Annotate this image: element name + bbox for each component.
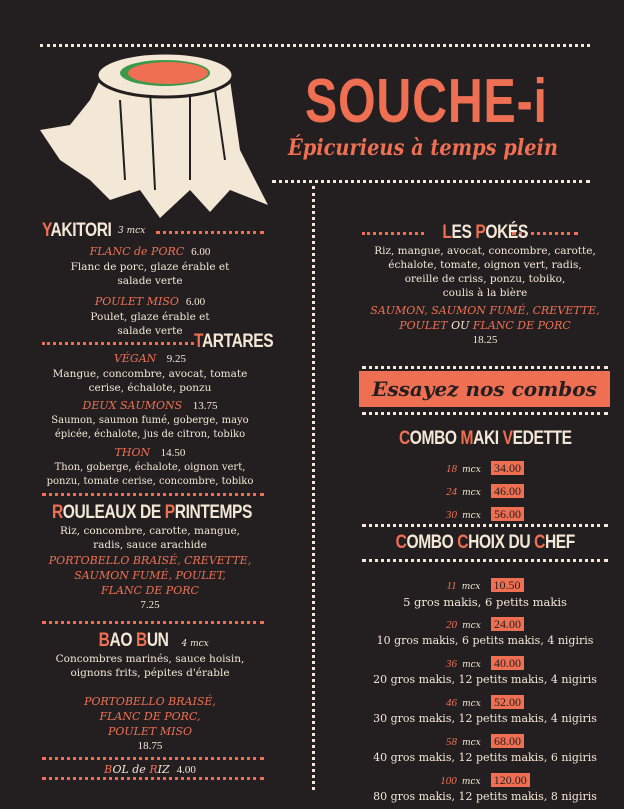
column-divider [312, 186, 315, 790]
combo-row: 58 mcx 68.00 40 gros makis, 12 petits makis, 6 nigiris [373, 734, 597, 764]
divider [362, 412, 608, 415]
divider [42, 777, 264, 780]
rouleaux-section: ROULEAUX DE PRINTEMPS Riz, concombre, carotte, mangue, radis, sauce arachide PORTOBELLO BRAISÉ, CREVETTE, SAUMON FUMÉ, POULET, FLANC DE PORC 7.25 [30, 502, 270, 613]
divider [362, 366, 608, 369]
divider [42, 757, 264, 760]
tartares-items: VÉGAN 9.25 Mangue, concombre, avocat, tomate cerise, échalote, ponzu DEUX SAUMONS 13.75 Saumon, saumon fumé, goberge, mayo épicée, échalote, jus de citron, tobiko THON 14.50 Thon, goberge, échalote, oignon vert, ponzu, tomate cerise, concombre, tobiko [46, 352, 254, 487]
combo-maki-section [350, 428, 620, 526]
yakitori-heading: YAKITORI [42, 220, 112, 241]
pokes-price: 18.25 [472, 334, 498, 346]
yakitori-items: FLANC de PORC 6.00 Flanc de porc, glaze érable et salade verte POULET MISO 6.00 Poulet, glaze érable et salade verte [70, 245, 230, 337]
divider [362, 559, 608, 562]
combos-banner: Essayez nos combos [359, 371, 610, 407]
divider [42, 342, 194, 345]
brand-name: SOUCHE-i [305, 67, 548, 136]
pokes-section: LES POKÉS Riz, mangue, avocat, concombre, carotte, échalote, tomate, oignon vert, radis, oreille de criss, ponzu, tobiko, coulis à la bière SAUMON, SAUMON FUMÉ, CREVETTE, POULET OU FLANC DE PORC 18.25 [350, 222, 620, 348]
combo-row: 20 mcx 24.00 10 gros makis, 6 petits makis, 4 nigiris [376, 617, 594, 647]
combo-row: 100 mcx 120.00 80 gros makis, 12 petits makis, 8 nigiris [373, 773, 597, 803]
divider [156, 231, 264, 234]
divider [362, 524, 608, 527]
header-divider [272, 180, 590, 183]
bol-riz: BOL de RIZ 4.00 [104, 763, 196, 776]
combo-maki-heading: COMBO MAKI VEDETTE [398, 428, 572, 449]
stump-logo-icon [40, 40, 275, 225]
rouleaux-heading: ROULEAUX DE PRINTEMPS [51, 502, 253, 523]
tartares-heading: TARTARES [194, 331, 274, 352]
bao-heading: BAO BUN [98, 630, 169, 651]
combo-row: 11 mcx 10.50 5 gros makis, 6 petits makis [403, 578, 567, 609]
bao-price: 18.75 [137, 740, 163, 752]
combo-row: 18 mcx 34.00 [350, 457, 620, 480]
combo-chef-rows [350, 576, 620, 804]
combo-row: 36 mcx 40.00 20 gros makis, 12 petits makis, 4 nigiris [373, 656, 597, 686]
combo-row: 46 mcx 52.00 30 gros makis, 12 petits makis, 4 nigiris [373, 695, 597, 725]
combo-chef-heading: COMBO CHOIX DU CHEF [395, 532, 575, 553]
combo-row: 30 mcx 56.00 [350, 503, 620, 526]
brand-tagline: Épicurieus à temps plein [288, 135, 558, 161]
pokes-heading: LES POKÉS [442, 222, 528, 243]
divider [42, 621, 264, 624]
rouleaux-price: 7.25 [140, 599, 160, 611]
bao-section: BAO BUN 4 mcx Concombres marinés, sauce hoisin, oignons frits, pépites d'érable PORTOBELLO BRAISÉ, FLANC DE PORC, POULET MISO 18.75 [30, 630, 270, 754]
yakitori-qty: 3 mcx [118, 226, 146, 236]
combo-row: 24 mcx 46.00 [350, 480, 620, 503]
divider [42, 493, 264, 496]
